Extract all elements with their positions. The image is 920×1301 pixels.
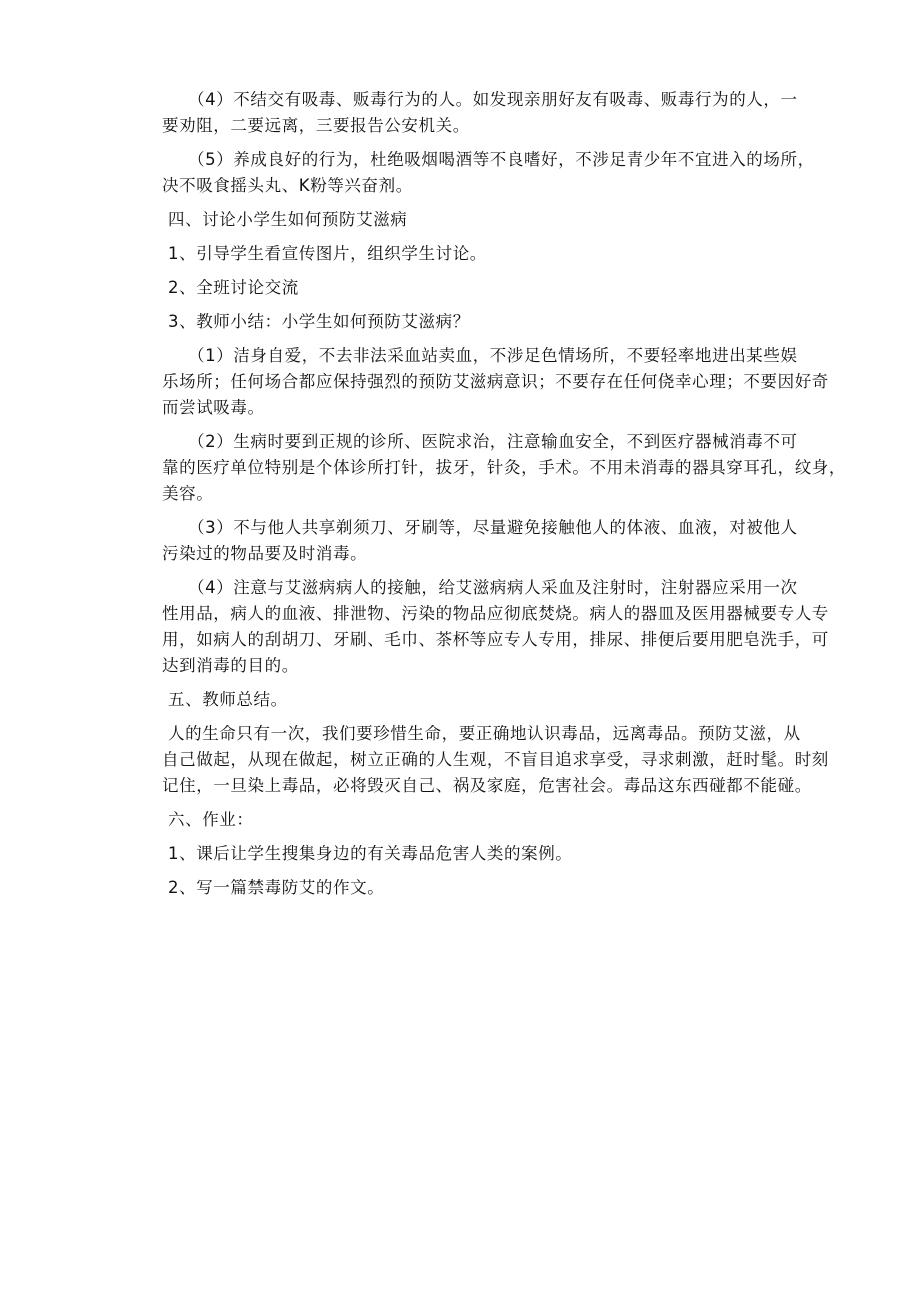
text-line: 乐场所；任何场合都应保持强烈的预防艾滋病意识；不要存在任何侥幸心理；不要因好奇: [162, 372, 829, 391]
text-line: 而尝试吸毒。: [162, 398, 265, 417]
text-line: （3）不与他人共享剃须刀、牙刷等，尽量避免接触他人的体液、血液，对被他人: [188, 518, 798, 537]
list-item-3: [0, 309, 920, 335]
paragraph-point-3-sharing: [0, 515, 920, 567]
section-heading-5: [0, 687, 920, 713]
text-line: 2、全班讨论交流: [168, 278, 299, 297]
paragraph-point-4-drugs: [0, 87, 920, 139]
text-line: 要劝阻，二要远离，三要报告公安机关。: [162, 116, 470, 135]
section-heading-4: [0, 207, 920, 233]
list-item-2: [0, 275, 920, 301]
paragraph-summary: [0, 721, 920, 799]
text-line: 自己做起，从现在做起，树立正确的人生观，不盲目追求享受，寻求刺激，赶时髦。时刻: [162, 750, 829, 769]
text-line: 用，如病人的刮胡刀、牙刷、毛巾、茶杯等应专人专用，排尿、排便后要用肥皂洗手，可: [162, 630, 829, 649]
text-line: （1）洁身自爱，不去非法采血站卖血，不涉足色情场所，不要轻率地进出某些娱: [188, 346, 798, 365]
text-line: 记住，一旦染上毒品，必将毁灭自己、祸及家庭，危害社会。毒品这东西碰都不能碰。: [162, 776, 812, 795]
section-heading-6: [0, 807, 920, 833]
text-line: 美容。: [162, 484, 214, 503]
text-line: 人的生命只有一次，我们要珍惜生命，要正确地认识毒品，远离毒品。预防艾滋，从: [168, 724, 801, 743]
text-line: （2）生病时要到正规的诊所、医院求治，注意输血安全，不到医疗器械消毒不可: [188, 432, 798, 451]
document-body: [0, 87, 920, 901]
text-line: （4）注意与艾滋病病人的接触，给艾滋病病人采血及注射时，注射器应采用一次: [188, 578, 798, 597]
section-heading-text: 四、讨论小学生如何预防艾滋病: [168, 210, 408, 229]
homework-item-2: [0, 875, 920, 901]
paragraph-point-2-medical: [0, 429, 920, 507]
text-line: （5）养成良好的行为，杜绝吸烟喝酒等不良嗜好，不涉足青少年不宜进入的场所，: [188, 150, 815, 169]
paragraph-point-1-self-care: [0, 343, 920, 421]
text-line: 达到消毒的目的。: [162, 656, 299, 675]
list-item-1: [0, 241, 920, 267]
text-line: 2、写一篇禁毒防艾的作文。: [168, 878, 385, 897]
homework-item-1: [0, 841, 920, 867]
text-line: 靠的医疗单位特别是个体诊所打针，拔牙，针灸，手术。不用未消毒的器具穿耳孔，纹身，: [162, 458, 846, 477]
text-line: 1、引导学生看宣传图片，组织学生讨论。: [168, 244, 487, 263]
text-line: 3、教师小结：小学生如何预防艾滋病？: [168, 312, 470, 331]
text-line: （4）不结交有吸毒、贩毒行为的人。如发现亲朋好友有吸毒、贩毒行为的人，一: [188, 90, 798, 109]
paragraph-point-4-contact: [0, 575, 920, 679]
paragraph-point-5-habits: [0, 147, 920, 199]
text-line: 决不吸食摇头丸、K粉等兴奋剂。: [162, 176, 413, 195]
section-heading-text: 六、作业：: [168, 810, 254, 829]
text-line: 污染过的物品要及时消毒。: [162, 544, 368, 563]
text-line: 性用品，病人的血液、排泄物、污染的物品应彻底焚烧。病人的器皿及医用器械要专人专: [162, 604, 829, 623]
section-heading-text: 五、教师总结。: [168, 690, 288, 709]
text-line: 1、课后让学生搜集身边的有关毒品危害人类的案例。: [168, 844, 573, 863]
